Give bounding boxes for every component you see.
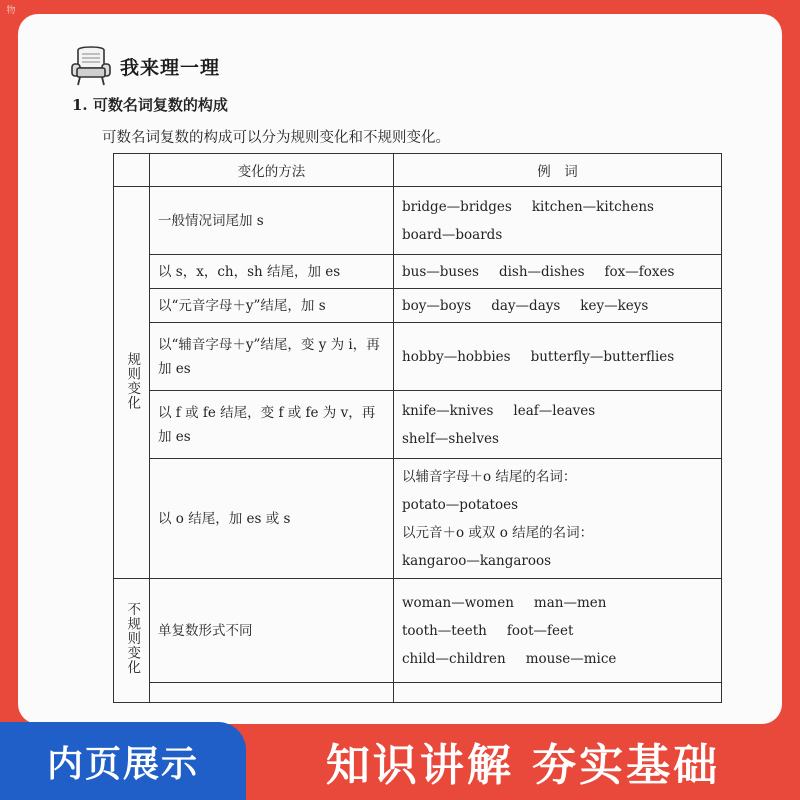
group-irregular: [114, 579, 150, 703]
promo-badge-label: 内页展示: [46, 743, 199, 785]
method-cell: 以“元音字母＋y”结尾，加 s: [150, 289, 394, 323]
section-title: 我来理一理: [120, 56, 221, 79]
plural-rules-table: [113, 153, 722, 703]
method-cell: 以 o 结尾，加 es 或 s: [150, 459, 394, 579]
topic-heading: 1. 可数名词复数的构成: [72, 96, 228, 114]
book-page: [18, 14, 782, 724]
example-line: [402, 221, 713, 249]
examples-cell: [394, 323, 722, 391]
example-line: [402, 617, 713, 645]
example-line: [402, 292, 713, 320]
example-item: child—children: [402, 650, 506, 667]
example-line: [402, 463, 713, 491]
table-row: [114, 391, 722, 459]
example-line: [402, 519, 713, 547]
method-cell: 以 s，x，ch，sh 结尾，加 es: [150, 255, 394, 289]
example-line: [402, 645, 713, 673]
group-label: 规则变化: [124, 351, 141, 410]
group-label: 不规则变化: [124, 602, 141, 675]
example-item: dish—dishes: [498, 263, 585, 280]
examples-cell: [394, 187, 722, 255]
example-line: [402, 491, 713, 519]
method-cell: [150, 683, 394, 703]
header-method: 变化的方法: [150, 154, 394, 187]
brand-mark: 物: [6, 6, 16, 16]
example-item: key—keys: [580, 297, 649, 314]
example-item: tooth—teeth: [402, 622, 487, 639]
method-cell: 以 f 或 fe 结尾，变 f 或 fe 为 v，再加 es: [150, 391, 394, 459]
examples-cell: [394, 683, 722, 703]
group-regular: [114, 187, 150, 579]
examples-cell: [394, 289, 722, 323]
examples-cell: [394, 391, 722, 459]
example-item: board—boards: [402, 226, 503, 243]
method-cell: 一般情况词尾加 s: [150, 187, 394, 255]
header-examples: 例 词: [394, 154, 722, 187]
example-item: 以元音＋o 或双 o 结尾的名词：: [402, 524, 594, 541]
example-item: day—days: [491, 297, 561, 314]
examples-cell: [394, 255, 722, 289]
table-header-row: [114, 154, 722, 187]
promo-footer: [0, 722, 800, 800]
table-row: [114, 683, 722, 703]
example-item: kitchen—kitchens: [531, 198, 654, 215]
table-row: [114, 289, 722, 323]
example-line: [402, 547, 713, 575]
example-item: hobby—hobbies: [402, 348, 511, 365]
corner-cell: [114, 154, 150, 187]
examples-cell: [394, 459, 722, 579]
example-item: 以辅音字母＋o 结尾的名词：: [402, 468, 577, 485]
example-item: kangaroo—kangaroos: [402, 552, 552, 569]
table-row: [114, 323, 722, 391]
example-item: butterfly—butterflies: [530, 348, 675, 365]
table-row: [114, 579, 722, 683]
example-item: foot—feet: [506, 622, 574, 639]
example-line: [402, 397, 713, 425]
example-item: fox—foxes: [604, 263, 675, 280]
table-row: [114, 255, 722, 289]
promo-badge: [0, 722, 246, 800]
example-item: mouse—mice: [525, 650, 617, 667]
method-cell: 以“辅音字母＋y”结尾，变 y 为 i，再加 es: [150, 323, 394, 391]
example-line: [402, 193, 713, 221]
example-item: man—men: [533, 594, 607, 611]
example-item: potato—potatoes: [402, 496, 519, 513]
example-item: shelf—shelves: [402, 430, 499, 447]
example-item: leaf—leaves: [513, 402, 596, 419]
example-line: [402, 258, 713, 286]
examples-cell: [394, 579, 722, 683]
example-item: woman—women: [402, 594, 514, 611]
section-header: [68, 44, 220, 88]
intro-text: 可数名词复数的构成可以分为规则变化和不规则变化。: [102, 130, 450, 146]
example-item: boy—boys: [402, 297, 472, 314]
example-item: knife—knives: [402, 402, 494, 419]
promo-slogan: 知识讲解 夯实基础: [325, 740, 721, 791]
table-row: [114, 459, 722, 579]
example-item: bus—buses: [402, 263, 479, 280]
chair-icon: [68, 44, 118, 88]
method-cell: 单复数形式不同: [150, 579, 394, 683]
example-item: bridge—bridges: [402, 198, 512, 215]
table-row: [114, 187, 722, 255]
example-line: [402, 589, 713, 617]
example-line: [402, 343, 713, 371]
example-line: [402, 425, 713, 453]
